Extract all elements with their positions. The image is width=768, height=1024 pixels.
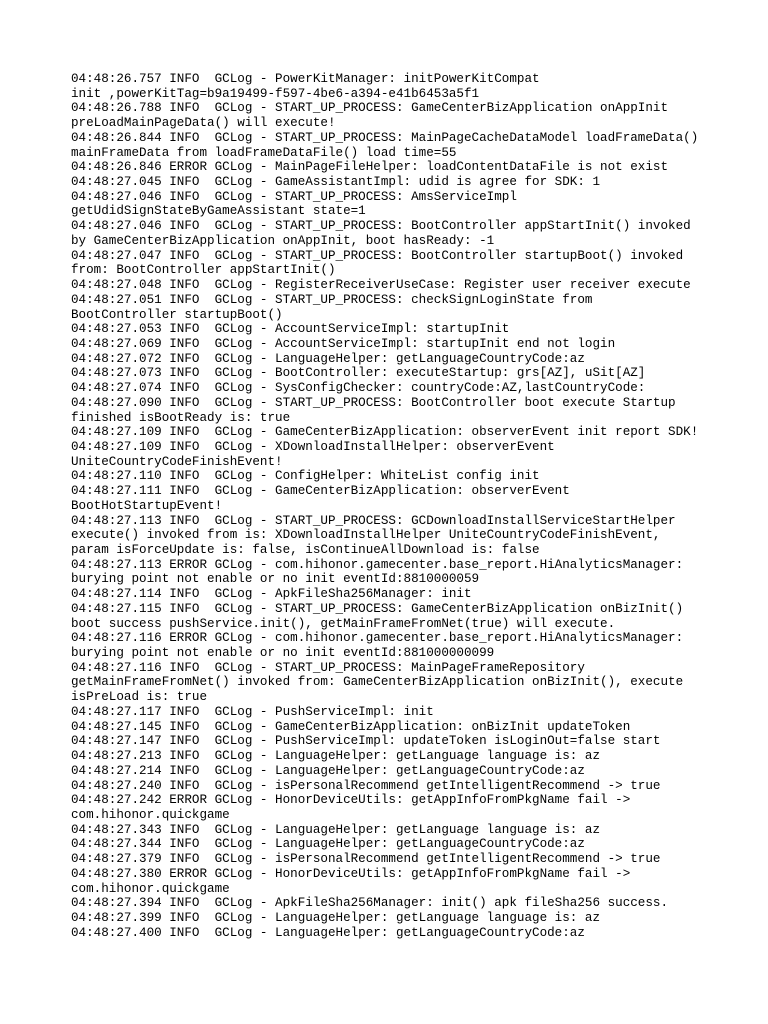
log-line: 04:48:27.116 INFO GCLog - START_UP_PROCESS: MainPageFrameRepository (71, 660, 585, 675)
log-line: boot success pushService.init(), getMainFrameFromNet(true) will execute. (71, 616, 616, 631)
log-line: param isForceUpdate is: false, isContinueAllDownload is: false (71, 543, 540, 557)
log-line: 04:48:27.379 INFO GCLog - isPersonalRecommend getIntelligentRecommend -> true (71, 852, 661, 867)
log-line: 04:48:27.344 INFO GCLog - LanguageHelper: getLanguageCountryCode:az (71, 837, 585, 852)
log-line: 04:48:27.111 INFO GCLog - GameCenterBizApplication: observerEvent (71, 484, 570, 499)
log-line: finished isBootReady is: true (71, 410, 291, 425)
log-line: 04:48:27.115 INFO GCLog - START_UP_PROCESS: GameCenterBizApplication onBizInit() (71, 601, 684, 616)
log-line: 04:48:27.073 INFO GCLog - BootController: executeStartup: grs[AZ], uSit[AZ] (71, 366, 646, 381)
log-line: 04:48:27.047 INFO GCLog - START_UP_PROCESS: BootController startupBoot() invoked (71, 248, 684, 263)
log-line: getUdidSignStateByGameAssistant state=1 (71, 204, 366, 219)
log-line: 04:48:27.074 INFO GCLog - SysConfigChecker: countryCode:AZ,lastCountryCode: (71, 381, 646, 396)
log-line: 04:48:26.846 ERROR GCLog - MainPageFileHelper: loadContentDataFile is not exist (71, 160, 669, 175)
log-line: 04:48:27.214 INFO GCLog - LanguageHelper: getLanguageCountryCode:az (71, 763, 585, 778)
log-line: 04:48:26.844 INFO GCLog - START_UP_PROCESS: MainPageCacheDataModel loadFrameData() (71, 130, 699, 145)
log-line: 04:48:27.046 INFO GCLog - START_UP_PROCESS: BootController appStartInit() invoked (71, 219, 691, 234)
log-line: 04:48:27.380 ERROR GCLog - HonorDeviceUtils: getAppInfoFromPkgName fail -> (71, 866, 631, 881)
log-line: 04:48:27.145 INFO GCLog - GameCenterBizApplication: onBizInit updateToken (71, 719, 631, 734)
log-text-block (71, 72, 751, 940)
log-line: 04:48:27.072 INFO GCLog - LanguageHelper: getLanguageCountryCode:az (71, 351, 585, 366)
log-line: isPreLoad is: true (71, 690, 208, 705)
log-line: 04:48:27.053 INFO GCLog - AccountServiceImpl: startupInit (71, 322, 510, 337)
log-line: burying point not enable or no init eventId:881000000099 (71, 646, 495, 661)
log-line: burying point not enable or no init eventId:8810000059 (71, 572, 480, 587)
log-line: 04:48:27.343 INFO GCLog - LanguageHelper: getLanguage language is: az (71, 822, 601, 837)
log-line: 04:48:27.394 INFO GCLog - ApkFileSha256Manager: init() apk fileSha256 success. (71, 896, 669, 911)
log-line: getMainFrameFromNet() invoked from: GameCenterBizApplication onBizInit(), execute (71, 675, 684, 690)
log-line: 04:48:27.110 INFO GCLog - ConfigHelper: WhiteList config init (71, 469, 540, 484)
log-line: 04:48:27.048 INFO GCLog - RegisterReceiverUseCase: Register user receiver execute (71, 278, 691, 293)
log-line: preLoadMainPageData() will execute! (71, 116, 336, 131)
log-line: UniteCountryCodeFinishEvent! (71, 454, 283, 469)
log-line: BootController startupBoot() (71, 307, 283, 322)
log-line: 04:48:27.240 INFO GCLog - isPersonalRecommend getIntelligentRecommend -> true (71, 778, 661, 793)
log-line: 04:48:27.046 INFO GCLog - START_UP_PROCESS: AmsServiceImpl (71, 189, 517, 204)
log-line: 04:48:27.399 INFO GCLog - LanguageHelper: getLanguage language is: az (71, 910, 601, 925)
log-line: 04:48:27.116 ERROR GCLog - com.hihonor.gamecenter.base_report.HiAnalyticsManager: (71, 631, 684, 646)
log-line: 04:48:26.788 INFO GCLog - START_UP_PROCESS: GameCenterBizApplication onAppInit (71, 101, 669, 116)
log-line: 04:48:27.069 INFO GCLog - AccountServiceImpl: startupInit end not login (71, 336, 616, 351)
log-line: 04:48:27.242 ERROR GCLog - HonorDeviceUtils: getAppInfoFromPkgName fail -> (71, 793, 631, 808)
log-line: 04:48:27.113 ERROR GCLog - com.hihonor.gamecenter.base_report.HiAnalyticsManager: (71, 557, 684, 572)
log-line: mainFrameData from loadFrameDataFile() load time=55 (71, 145, 457, 160)
log-line: execute() invoked from is: XDownloadInstallHelper UniteCountryCodeFinishEvent, (71, 528, 661, 543)
log-line: 04:48:27.113 INFO GCLog - START_UP_PROCESS: GCDownloadInstallServiceStartHelper (71, 513, 676, 528)
log-line: 04:48:27.147 INFO GCLog - PushServiceImpl: updateToken isLoginOut=false start (71, 734, 661, 749)
log-line: from: BootController appStartInit() (71, 263, 336, 278)
log-line: 04:48:27.109 INFO GCLog - XDownloadInstallHelper: observerEvent (71, 439, 555, 454)
log-line: init ,powerKitTag=b9a19499-f597-4be6-a394-e41b6453a5f1 (71, 86, 480, 101)
log-line: 04:48:27.117 INFO GCLog - PushServiceImpl: init (71, 704, 434, 719)
log-line: 04:48:27.045 INFO GCLog - GameAssistantImpl: udid is agree for SDK: 1 (71, 175, 601, 190)
log-line: 04:48:27.213 INFO GCLog - LanguageHelper: getLanguage language is: az (71, 749, 601, 764)
log-line: 04:48:27.051 INFO GCLog - START_UP_PROCESS: checkSignLoginState from (71, 292, 593, 307)
log-line: com.hihonor.quickgame (71, 807, 230, 822)
log-line: 04:48:27.400 INFO GCLog - LanguageHelper: getLanguageCountryCode:az (71, 925, 585, 940)
log-line: BootHotStartupEvent! (71, 498, 223, 513)
log-line: by GameCenterBizApplication onAppInit, boot hasReady: -1 (71, 233, 495, 248)
log-line: 04:48:27.109 INFO GCLog - GameCenterBizApplication: observerEvent init report SDK! (71, 425, 699, 440)
log-line: 04:48:27.114 INFO GCLog - ApkFileSha256Manager: init (71, 587, 472, 602)
log-line: 04:48:26.757 INFO GCLog - PowerKitManager: initPowerKitCompat (71, 72, 540, 86)
log-line: 04:48:27.090 INFO GCLog - START_UP_PROCESS: BootController boot execute Startup (71, 395, 676, 410)
log-line: com.hihonor.quickgame (71, 881, 230, 896)
